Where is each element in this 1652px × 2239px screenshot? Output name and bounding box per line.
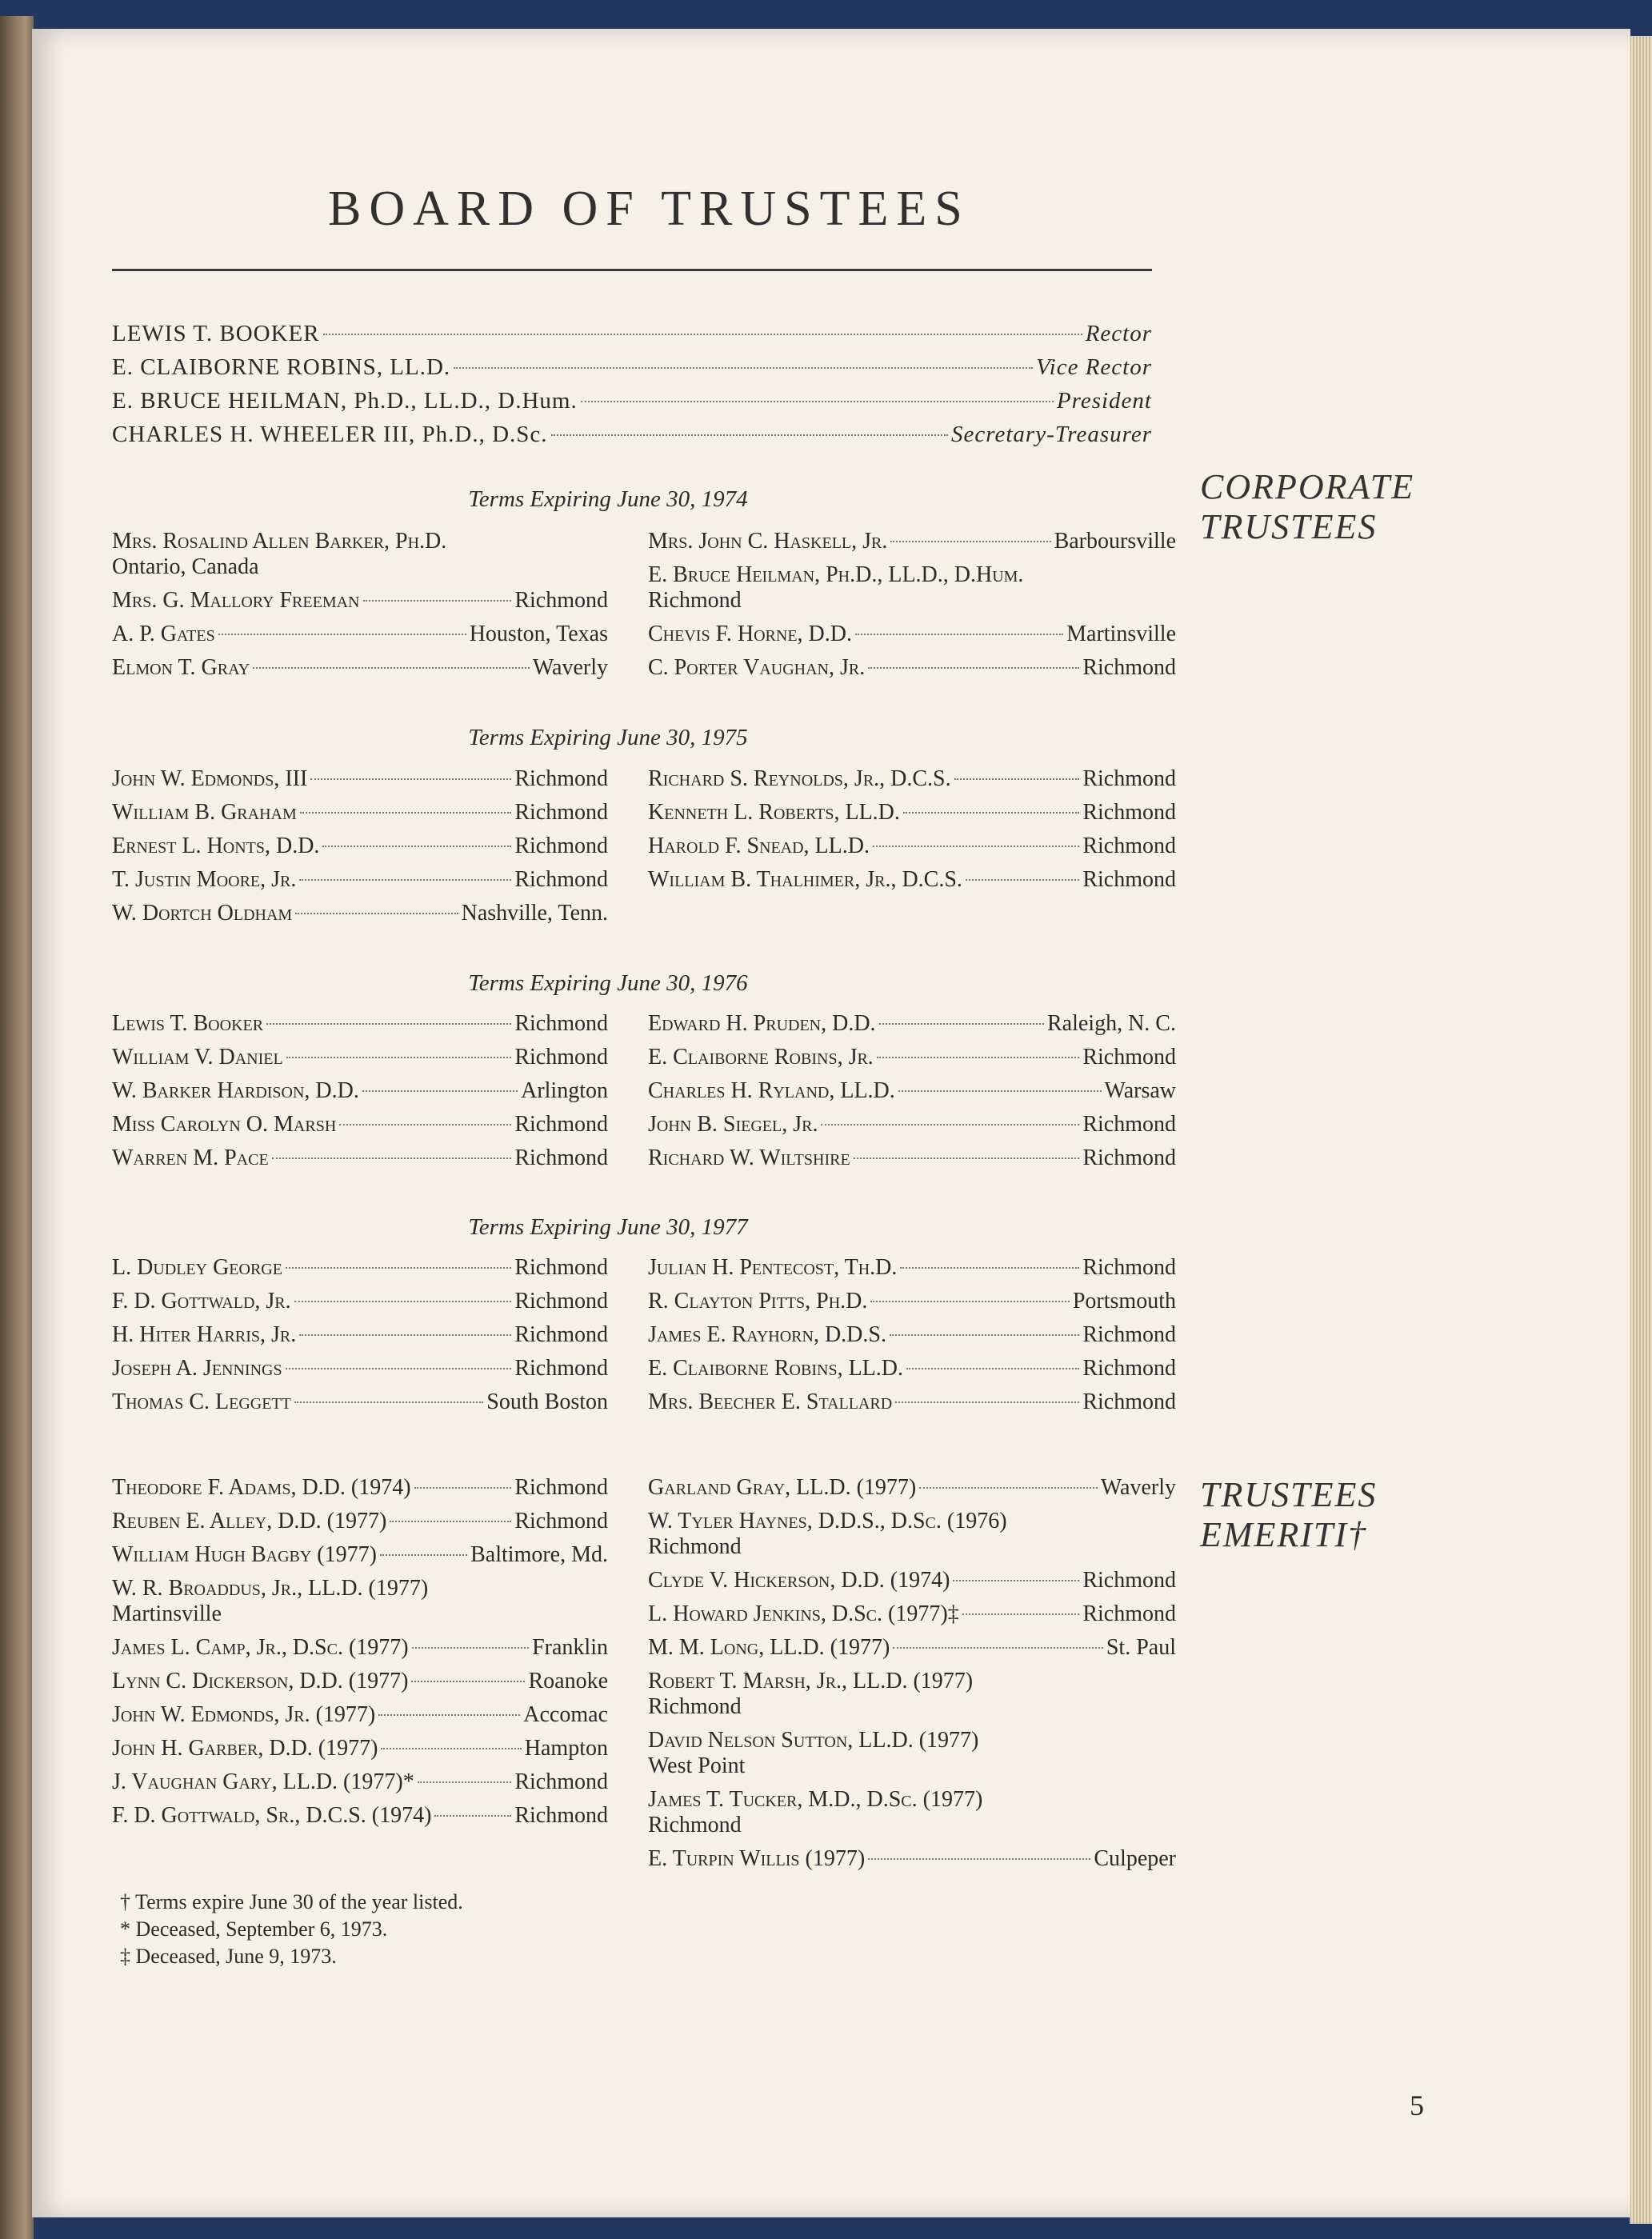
trustee-entry (112, 1289, 608, 1314)
leader-dots (414, 1487, 512, 1489)
terms-1976-left (112, 1011, 608, 1179)
trustee-location: Richmond (648, 1813, 742, 1837)
leader-dots (299, 879, 511, 881)
officer-role: President (1056, 388, 1152, 414)
trustee-name: Lynn C. Dickerson, D.D. (1977) (112, 1669, 409, 1693)
trustee-name: H. Hiter Harris, Jr. (112, 1322, 297, 1347)
leader-dots (411, 1681, 525, 1682)
trustee-location: Barboursville (1054, 529, 1176, 554)
section-title-1975: Terms Expiring June 30, 1975 (468, 725, 748, 750)
trustee-entry (648, 622, 1176, 647)
trustee-entry (112, 1011, 608, 1037)
trustee-entry (112, 1145, 608, 1171)
trustee-entry (112, 1322, 608, 1348)
trustee-location: Waverly (532, 655, 608, 680)
leader-dots (953, 1580, 1079, 1581)
trustee-name: R. Clayton Pitts, Ph.D. (648, 1289, 868, 1313)
trustee-entry (112, 1542, 608, 1568)
leader-dots (299, 1334, 511, 1336)
leader-dots (962, 1613, 1080, 1615)
trustee-location: Richmond (648, 1694, 742, 1719)
leader-dots (954, 778, 1080, 780)
trustee-name: J. Vaughan Gary, LL.D. (1977)* (112, 1769, 414, 1794)
corporate-trustees-label: CORPORATE TRUSTEES (1200, 467, 1415, 546)
trustee-location: Richmond (648, 588, 742, 613)
trustee-location: South Boston (486, 1389, 608, 1414)
trustee-location: Richmond (514, 834, 608, 858)
trustee-entry (112, 1736, 608, 1761)
trustee-location: Richmond (1082, 1322, 1176, 1347)
leader-dots (322, 846, 511, 847)
trustee-entry (648, 529, 1176, 554)
trustee-name: Charles H. Ryland, LL.D. (648, 1078, 895, 1103)
page-number: 5 (1410, 2089, 1424, 2121)
trustees-emeriti-label: TRUSTEES EMERITI† (1200, 1475, 1378, 1554)
trustee-entry (112, 766, 608, 792)
section-title-1977: Terms Expiring June 30, 1977 (468, 1214, 748, 1240)
terms-1977-right (648, 1255, 1176, 1423)
trustee-name: W. Barker Hardison, D.D. (112, 1078, 359, 1103)
trustee-location: Richmond (1082, 1568, 1176, 1593)
trustee-name: W. Dortch Oldham (112, 901, 293, 926)
officer-name: E. CLAIBORNE ROBINS, LL.D. (112, 354, 451, 380)
trustee-location: Richmond (514, 1011, 608, 1036)
trustee-location: Richmond (1082, 800, 1176, 825)
leader-dots (868, 667, 1079, 669)
trustee-location: Martinsville (1066, 622, 1176, 646)
trustee-name: F. D. Gottwald, Sr., D.C.S. (1974) (112, 1803, 432, 1828)
trustee-name: Joseph A. Jennings (112, 1356, 282, 1381)
trustee-entry (112, 1255, 608, 1281)
trustee-entry (648, 655, 1176, 681)
trustee-name: Harold F. Snead, LL.D. (648, 834, 870, 858)
leader-dots (903, 812, 1079, 814)
trustee-name: Mrs. John C. Haskell, Jr. (648, 529, 888, 554)
leader-dots (300, 812, 512, 814)
trustee-entry (648, 766, 1176, 792)
trustee-name: William Hugh Bagby (1977) (112, 1542, 377, 1567)
trustee-location: Richmond (1082, 1601, 1176, 1626)
trustee-name: Miss Carolyn O. Marsh (112, 1112, 337, 1137)
trustee-entry (112, 1356, 608, 1381)
trustee-name: John W. Edmonds, III (112, 766, 308, 791)
terms-1976-right (648, 1011, 1176, 1179)
trustee-location: Richmond (1082, 1112, 1176, 1137)
leader-dots (218, 634, 466, 635)
trustee-location: Richmond (514, 867, 608, 892)
trustee-name: Robert T. Marsh, Jr., LL.D. (1977) (648, 1669, 974, 1693)
trustee-entry (648, 1601, 1176, 1627)
officer-row (112, 354, 1152, 388)
leader-dots (412, 1647, 530, 1649)
trustee-location: St. Paul (1106, 1635, 1176, 1660)
trustee-location: Richmond (1082, 1255, 1176, 1280)
leader-dots (286, 1267, 511, 1269)
trustee-entry (648, 1289, 1176, 1314)
trustee-entry (648, 1078, 1176, 1104)
trustee-name: M. M. Long, LL.D. (1977) (648, 1635, 890, 1660)
officer-row (112, 422, 1152, 455)
trustee-entry (112, 529, 608, 580)
leader-dots (418, 1781, 512, 1783)
terms-1975-left (112, 766, 608, 934)
trustee-location: Richmond (514, 1112, 608, 1137)
trustee-name: Warren M. Pace (112, 1145, 269, 1170)
trustee-name: Elmon T. Gray (112, 655, 250, 680)
trustee-name: E. Claiborne Robins, LL.D. (648, 1356, 903, 1381)
trustee-name: L. Dudley George (112, 1255, 282, 1280)
trustee-entry (112, 588, 608, 614)
leader-dots (390, 1521, 511, 1522)
leader-dots (868, 1858, 1090, 1860)
emeriti-right (648, 1475, 1176, 1880)
trustee-entry (648, 1356, 1176, 1381)
leader-dots (286, 1057, 512, 1058)
trustee-location: Richmond (514, 1509, 608, 1533)
leader-dots (294, 1401, 483, 1403)
trustee-entry (112, 1078, 608, 1104)
trustee-name: Richard W. Wiltshire (648, 1145, 850, 1170)
leader-dots (295, 913, 458, 914)
trustee-name: James L. Camp, Jr., D.Sc. (1977) (112, 1635, 409, 1660)
leader-dots (434, 1815, 511, 1817)
trustee-entry (112, 655, 608, 681)
trustee-location: Richmond (1082, 766, 1176, 791)
trustee-name: A. P. Gates (112, 622, 215, 646)
trustee-name: W. R. Broaddus, Jr., LL.D. (1977) (112, 1576, 429, 1601)
trustee-entry (648, 1112, 1176, 1137)
trustee-entry (648, 1475, 1176, 1501)
leader-dots (381, 1748, 521, 1749)
trustee-location: Richmond (514, 766, 608, 791)
trustee-name: William B. Graham (112, 800, 297, 825)
trustee-entry (648, 1509, 1176, 1560)
officer-row (112, 388, 1152, 422)
leader-dots (873, 846, 1079, 847)
trustee-name: John H. Garber, D.D. (1977) (112, 1736, 378, 1761)
trustee-location: Franklin (532, 1635, 608, 1660)
trustee-name: Julian H. Pentecost, Th.D. (648, 1255, 898, 1280)
trustee-entry (648, 834, 1176, 859)
trustee-name: L. Howard Jenkins, D.Sc. (1977)‡ (648, 1601, 959, 1626)
terms-1974-left (112, 529, 608, 689)
trustee-name: William V. Daniel (112, 1045, 283, 1070)
trustee-entry (648, 1728, 1176, 1779)
leader-dots (380, 1554, 467, 1556)
trustee-location: Richmond (1082, 1389, 1176, 1414)
trustee-location: Richmond (514, 1255, 608, 1280)
trustee-entry (648, 867, 1176, 893)
trustee-location: Richmond (648, 1534, 742, 1559)
trustee-location: Richmond (514, 800, 608, 825)
trustee-name: Theodore F. Adams, D.D. (1974) (112, 1475, 411, 1500)
trustee-entry (648, 800, 1176, 826)
trustee-location: Richmond (514, 1145, 608, 1170)
trustee-name: John W. Edmonds, Jr. (1977) (112, 1702, 376, 1727)
leader-dots (310, 778, 511, 780)
officer-name: E. BRUCE HEILMAN, Ph.D., LL.D., D.Hum. (112, 388, 578, 414)
officers-list (112, 321, 1152, 455)
leader-dots (906, 1368, 1079, 1369)
leader-dots (895, 1401, 1079, 1403)
leader-dots (362, 1090, 518, 1092)
section-title-1974: Terms Expiring June 30, 1974 (468, 486, 748, 512)
page-title: BOARD OF TRUSTEES (328, 182, 970, 236)
emeriti-left (112, 1475, 608, 1837)
trustee-entry (648, 1568, 1176, 1593)
trustee-name: Ernest L. Honts, D.D. (112, 834, 320, 858)
leader-dots (854, 1157, 1080, 1159)
leader-dots (253, 667, 530, 669)
trustee-name: Garland Gray, LL.D. (1977) (648, 1475, 917, 1500)
trustee-name: David Nelson Sutton, LL.D. (1977) (648, 1728, 979, 1753)
trustee-location: Richmond (1082, 867, 1176, 892)
trustee-entry (112, 901, 608, 926)
trustee-location: Hampton (524, 1736, 608, 1761)
leader-dots (339, 1124, 511, 1125)
leader-dots (294, 1301, 512, 1302)
trustee-entry (648, 1389, 1176, 1415)
trustee-entry (112, 1803, 608, 1829)
leader-dots (378, 1714, 520, 1716)
trustee-location: Richmond (514, 1322, 608, 1347)
leader-dots (877, 1057, 1080, 1058)
trustee-entry (112, 800, 608, 826)
trustee-entry (648, 1045, 1176, 1070)
trustee-name: Mrs. Beecher E. Stallard (648, 1389, 893, 1414)
trustee-location: Richmond (1082, 1045, 1176, 1070)
trustee-location: Warsaw (1104, 1078, 1176, 1103)
leader-dots (870, 1301, 1069, 1302)
trustee-name: T. Justin Moore, Jr. (112, 867, 297, 892)
trustee-name: Kenneth L. Roberts, LL.D. (648, 800, 900, 825)
book-spine (0, 16, 34, 2239)
trustee-location: Richmond (1082, 834, 1176, 858)
trustee-location: Portsmouth (1072, 1289, 1176, 1313)
leader-dots (900, 1267, 1079, 1269)
trustee-name: Richard S. Reynolds, Jr., D.C.S. (648, 766, 951, 791)
leader-dots (893, 1647, 1103, 1649)
leader-dots (363, 600, 512, 602)
trustee-location: Richmond (514, 1356, 608, 1381)
trustee-location: Richmond (1082, 1145, 1176, 1170)
trustee-name: Thomas C. Leggett (112, 1389, 291, 1414)
trustee-location: Richmond (514, 1045, 608, 1070)
trustee-entry (648, 1322, 1176, 1348)
trustee-location: Richmond (514, 588, 608, 613)
trustee-location: Richmond (514, 1769, 608, 1794)
trustee-name: W. Tyler Haynes, D.D.S., D.Sc. (1976) (648, 1509, 1007, 1533)
trustee-name: F. D. Gottwald, Jr. (112, 1289, 291, 1313)
trustee-entry (112, 867, 608, 893)
officer-name: LEWIS T. BOOKER (112, 321, 320, 346)
trustee-name: James T. Tucker, M.D., D.Sc. (1977) (648, 1787, 983, 1812)
trustee-location: West Point (648, 1753, 746, 1778)
trustee-name: Lewis T. Booker (112, 1011, 264, 1036)
terms-1974-right (648, 529, 1176, 689)
trustee-entry (112, 1045, 608, 1070)
leader-dots (879, 1023, 1044, 1025)
trustee-entry (648, 1669, 1176, 1720)
leader-dots (855, 634, 1063, 635)
trustee-entry (648, 1255, 1176, 1281)
footnote: † Terms expire June 30 of the year listed. (120, 1890, 463, 1913)
leader-dots (898, 1090, 1102, 1092)
section-title-1976: Terms Expiring June 30, 1976 (468, 970, 748, 996)
trustee-location: Roanoke (528, 1669, 608, 1693)
trustee-entry (112, 1702, 608, 1728)
trustee-location: Houston, Texas (469, 622, 608, 646)
leader-dots (272, 1157, 512, 1159)
book-page (32, 29, 1630, 2217)
trustee-entry (112, 1509, 608, 1534)
trustee-name: James E. Rayhorn, D.D.S. (648, 1322, 886, 1347)
trustee-location: Waverly (1100, 1475, 1176, 1500)
trustee-location: Richmond (514, 1475, 608, 1500)
leader-dots (890, 1334, 1079, 1336)
officer-role: Rector (1085, 321, 1152, 346)
trustee-name: William B. Thalhimer, Jr., D.C.S. (648, 867, 962, 892)
title-rule (112, 269, 1152, 271)
trustee-entry (648, 1011, 1176, 1037)
trustee-name: E. Claiborne Robins, Jr. (648, 1045, 874, 1070)
leader-dots (919, 1487, 1098, 1489)
trustee-location: Nashville, Tenn. (461, 901, 608, 926)
trustee-name: Clyde V. Hickerson, D.D. (1974) (648, 1568, 950, 1593)
trustee-location: Culpeper (1094, 1846, 1176, 1871)
page-edges (1630, 36, 1652, 2224)
leader-dots (821, 1124, 1079, 1125)
trustee-entry (112, 834, 608, 859)
trustee-name: John B. Siegel, Jr. (648, 1112, 818, 1137)
trustee-entry (648, 1787, 1176, 1838)
terms-1975-right (648, 766, 1176, 901)
trustee-name: C. Porter Vaughan, Jr. (648, 655, 866, 680)
trustee-location: Ontario, Canada (112, 554, 259, 579)
officer-name: CHARLES H. WHEELER III, Ph.D., D.Sc. (112, 422, 548, 447)
trustee-entry (648, 1846, 1176, 1872)
trustee-name: Chevis F. Horne, D.D. (648, 622, 852, 646)
trustee-entry (112, 1635, 608, 1661)
trustee-location: Arlington (521, 1078, 608, 1103)
leader-dots (286, 1368, 512, 1369)
trustee-entry (112, 622, 608, 647)
trustee-location: Richmond (514, 1803, 608, 1828)
leader-dots (266, 1023, 511, 1025)
trustee-entry (112, 1112, 608, 1137)
trustee-entry (112, 1769, 608, 1795)
officer-row (112, 321, 1152, 354)
terms-1977-left (112, 1255, 608, 1423)
trustee-location: Martinsville (112, 1601, 222, 1626)
trustee-name: Reuben E. Alley, D.D. (1977) (112, 1509, 387, 1533)
trustee-name: E. Bruce Heilman, Ph.D., LL.D., D.Hum. (648, 562, 1024, 587)
leader-dots (966, 879, 1079, 881)
trustee-location: Baltimore, Md. (470, 1542, 608, 1567)
trustee-location: Accomac (523, 1702, 608, 1727)
trustee-entry (648, 1635, 1176, 1661)
trustee-name: E. Turpin Willis (1977) (648, 1846, 866, 1871)
footnote: ‡ Deceased, June 9, 1973. (120, 1945, 337, 1968)
trustee-entry (112, 1475, 608, 1501)
trustee-entry (648, 1145, 1176, 1171)
trustee-entry (112, 1389, 608, 1415)
trustee-location: Richmond (1082, 1356, 1176, 1381)
officer-role: Secretary-Treasurer (951, 422, 1152, 447)
trustee-entry (648, 562, 1176, 614)
trustee-entry (112, 1576, 608, 1627)
trustee-entry (112, 1669, 608, 1694)
trustee-location: Raleigh, N. C. (1047, 1011, 1176, 1036)
trustee-location: Richmond (514, 1289, 608, 1313)
trustee-name: Edward H. Pruden, D.D. (648, 1011, 876, 1036)
trustee-location: Richmond (1082, 655, 1176, 680)
trustee-name: Mrs. Rosalind Allen Barker, Ph.D. (112, 529, 447, 554)
footnote: * Deceased, September 6, 1973. (120, 1917, 388, 1941)
officer-role: Vice Rector (1036, 354, 1152, 380)
trustee-name: Mrs. G. Mallory Freeman (112, 588, 360, 613)
footnotes (120, 1889, 463, 1970)
leader-dots (890, 541, 1050, 542)
